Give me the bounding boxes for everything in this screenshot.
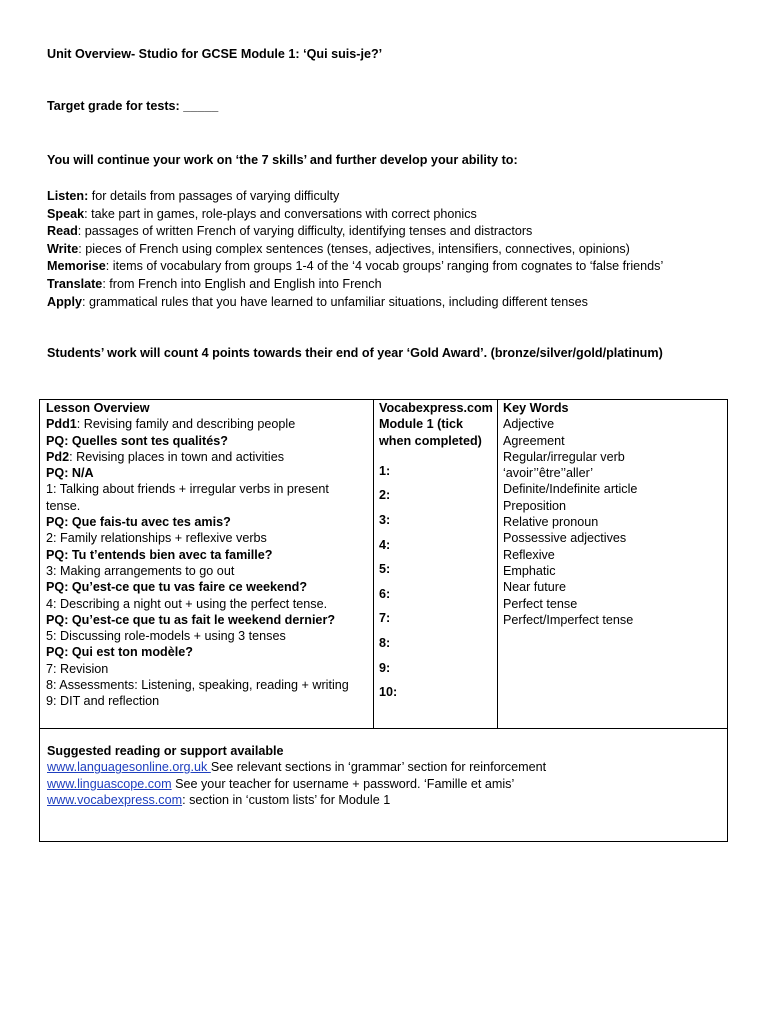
column-divider bbox=[497, 400, 498, 728]
support-link[interactable]: www.linguascope.com bbox=[47, 776, 172, 791]
lesson-text: : Revising places in town and activities bbox=[69, 449, 285, 464]
skill-label: Listen: bbox=[47, 189, 89, 203]
gold-award-note: Students’ work will count 4 points towards their end of year ‘Gold Award’. (bronze/silver/gold/platinum) bbox=[47, 346, 663, 360]
support-section bbox=[47, 743, 546, 808]
row-divider bbox=[40, 728, 727, 729]
support-note: See your teacher for username + password. ‘Famille et amis’ bbox=[171, 776, 515, 791]
skill-label: Translate bbox=[47, 277, 103, 291]
vocabexpress-column bbox=[379, 400, 493, 709]
lesson-line bbox=[46, 416, 349, 432]
tick-row: 6: bbox=[379, 586, 391, 601]
skill-label: Memorise bbox=[47, 259, 106, 274]
tick-row: 5: bbox=[379, 562, 391, 577]
key-word-item: Near future bbox=[503, 580, 566, 595]
lesson-line bbox=[46, 563, 349, 579]
support-line bbox=[47, 792, 546, 808]
lesson-text: : Revising family and describing people bbox=[76, 417, 296, 432]
skill-speak bbox=[47, 206, 477, 224]
lesson-text: 8: Assessments: Listening, speaking, reading + writing bbox=[46, 678, 349, 693]
skill-label: Apply bbox=[47, 294, 82, 309]
vocabexpress-heading: Module 1 (tick bbox=[379, 417, 463, 432]
lesson-bold-text: PQ: Que fais-tu avec tes amis? bbox=[46, 515, 231, 530]
lesson-text: 1: Talking about friends + irregular verbs in present bbox=[46, 482, 329, 497]
support-line bbox=[47, 776, 546, 792]
skill-label: Read bbox=[47, 224, 78, 239]
support-note: See relevant sections in ‘grammar’ section for reinforcement bbox=[210, 760, 547, 775]
lesson-line bbox=[46, 644, 349, 660]
lesson-line bbox=[46, 530, 349, 546]
key-word-item: Emphatic bbox=[503, 563, 556, 578]
lesson-bold-text: Pd2 bbox=[46, 449, 70, 464]
support-line bbox=[47, 759, 546, 775]
tick-row: 7: bbox=[379, 611, 391, 626]
lesson-line bbox=[46, 481, 349, 497]
key-word-item: Perfect tense bbox=[503, 596, 578, 611]
support-heading: Suggested reading or support available bbox=[47, 744, 284, 758]
skill-text: : from French into English and English into French bbox=[102, 277, 382, 291]
lesson-overview-heading: Lesson Overview bbox=[46, 401, 150, 415]
skill-text: : passages of written French of varying difficulty, identifying tenses and distractors bbox=[77, 224, 533, 239]
lesson-bold-text: PQ: Qu’est-ce que tu vas faire ce weekend? bbox=[46, 580, 308, 595]
tick-row: 3: bbox=[379, 513, 391, 528]
tick-row: 2: bbox=[379, 488, 391, 503]
skill-memorise bbox=[47, 258, 663, 276]
intro-text: You will continue your work on ‘the 7 skills’ and further develop your ability to: bbox=[47, 153, 518, 167]
lesson-bold-text: PQ: Qui est ton modèle? bbox=[46, 645, 193, 660]
skill-apply bbox=[47, 294, 588, 312]
lesson-line bbox=[46, 465, 349, 481]
lesson-line bbox=[46, 612, 349, 628]
lesson-line bbox=[46, 579, 349, 595]
skill-text: : pieces of French using complex sentences (tenses, adjectives, intensifiers, connectives, opinions) bbox=[78, 241, 630, 256]
lesson-bold-text: PQ: Qu’est-ce que tu as fait le weekend dernier? bbox=[46, 612, 336, 627]
key-word-item: Regular/irregular verb bbox=[503, 449, 625, 464]
key-word-item: Definite/Indefinite article bbox=[503, 482, 638, 497]
key-word-item: Reflexive bbox=[503, 547, 555, 562]
skill-label: Write bbox=[47, 241, 79, 256]
lesson-text: 9: DIT and reflection bbox=[46, 694, 160, 709]
lesson-line bbox=[46, 449, 349, 465]
lesson-line bbox=[46, 514, 349, 530]
tick-row: 1: bbox=[379, 463, 391, 478]
document-title: Unit Overview- Studio for GCSE Module 1: ‘Qui suis-je?’ bbox=[47, 47, 383, 61]
tick-row: 10: bbox=[379, 685, 398, 700]
target-grade: Target grade for tests: _____ bbox=[47, 99, 219, 113]
support-note: : section in ‘custom lists’ for Module 1 bbox=[182, 792, 391, 807]
lesson-line bbox=[46, 661, 349, 677]
lesson-text: 4: Describing a night out + using the perfect tense. bbox=[46, 596, 328, 611]
lesson-line bbox=[46, 547, 349, 563]
lesson-list bbox=[46, 416, 349, 709]
skill-translate bbox=[47, 276, 382, 294]
lesson-bold-text: PQ: N/A bbox=[46, 466, 94, 481]
lesson-line bbox=[46, 498, 349, 514]
skill-read bbox=[47, 223, 532, 241]
tick-list bbox=[379, 463, 493, 709]
key-words-heading: Key Words bbox=[503, 401, 569, 415]
lesson-text: 2: Family relationships + reflexive verbs bbox=[46, 531, 267, 546]
skill-text: : take part in games, role-plays and conversations with correct phonics bbox=[84, 206, 477, 221]
lesson-line bbox=[46, 693, 349, 709]
skill-write bbox=[47, 241, 630, 259]
key-words-list bbox=[503, 416, 637, 628]
vocabexpress-heading: when completed) bbox=[379, 433, 482, 448]
skill-label: Speak bbox=[47, 206, 85, 221]
key-words-column bbox=[503, 400, 637, 628]
lesson-line bbox=[46, 596, 349, 612]
support-link[interactable]: www.vocabexpress.com bbox=[47, 792, 183, 807]
key-word-item: Adjective bbox=[503, 417, 555, 432]
lesson-text: 5: Discussing role-models + using 3 tenses bbox=[46, 629, 286, 644]
tick-row: 9: bbox=[379, 660, 391, 675]
skill-text: : grammatical rules that you have learned to unfamiliar situations, including different tenses bbox=[81, 294, 588, 309]
lesson-line bbox=[46, 628, 349, 644]
support-link[interactable]: www.languagesonline.org.uk bbox=[47, 760, 211, 775]
vocabexpress-heading: Vocabexpress.com bbox=[379, 401, 493, 415]
lesson-bold-text: PQ: Tu t’entends bien avec ta famille? bbox=[46, 547, 273, 562]
key-word-item: Relative pronoun bbox=[503, 515, 599, 530]
lesson-text: tense. bbox=[46, 498, 81, 513]
tick-row: 8: bbox=[379, 636, 391, 651]
skill-text: : items of vocabulary from groups 1-4 of the ‘4 vocab groups’ ranging from cognates to ‘false friends’ bbox=[105, 259, 664, 274]
key-word-item: Preposition bbox=[503, 498, 567, 513]
lesson-text: 7: Revision bbox=[46, 661, 109, 676]
lesson-text: 3: Making arrangements to go out bbox=[46, 563, 235, 578]
lesson-line bbox=[46, 677, 349, 693]
key-word-item: Perfect/Imperfect tense bbox=[503, 612, 634, 627]
lesson-overview-column bbox=[46, 400, 349, 710]
skill-listen bbox=[47, 188, 339, 206]
lesson-line bbox=[46, 433, 349, 449]
lesson-bold-text: PQ: Quelles sont tes qualités? bbox=[46, 433, 228, 448]
column-divider bbox=[373, 400, 374, 728]
lesson-bold-text: Pdd1 bbox=[46, 417, 77, 432]
key-word-item: Possessive adjectives bbox=[503, 531, 627, 546]
key-word-item: Agreement bbox=[503, 433, 565, 448]
unit-table bbox=[39, 399, 728, 842]
tick-row: 4: bbox=[379, 537, 391, 552]
key-word-item: ‘avoir’’être’’aller’ bbox=[503, 466, 594, 481]
skill-text: for details from passages of varying difficulty bbox=[88, 189, 340, 203]
